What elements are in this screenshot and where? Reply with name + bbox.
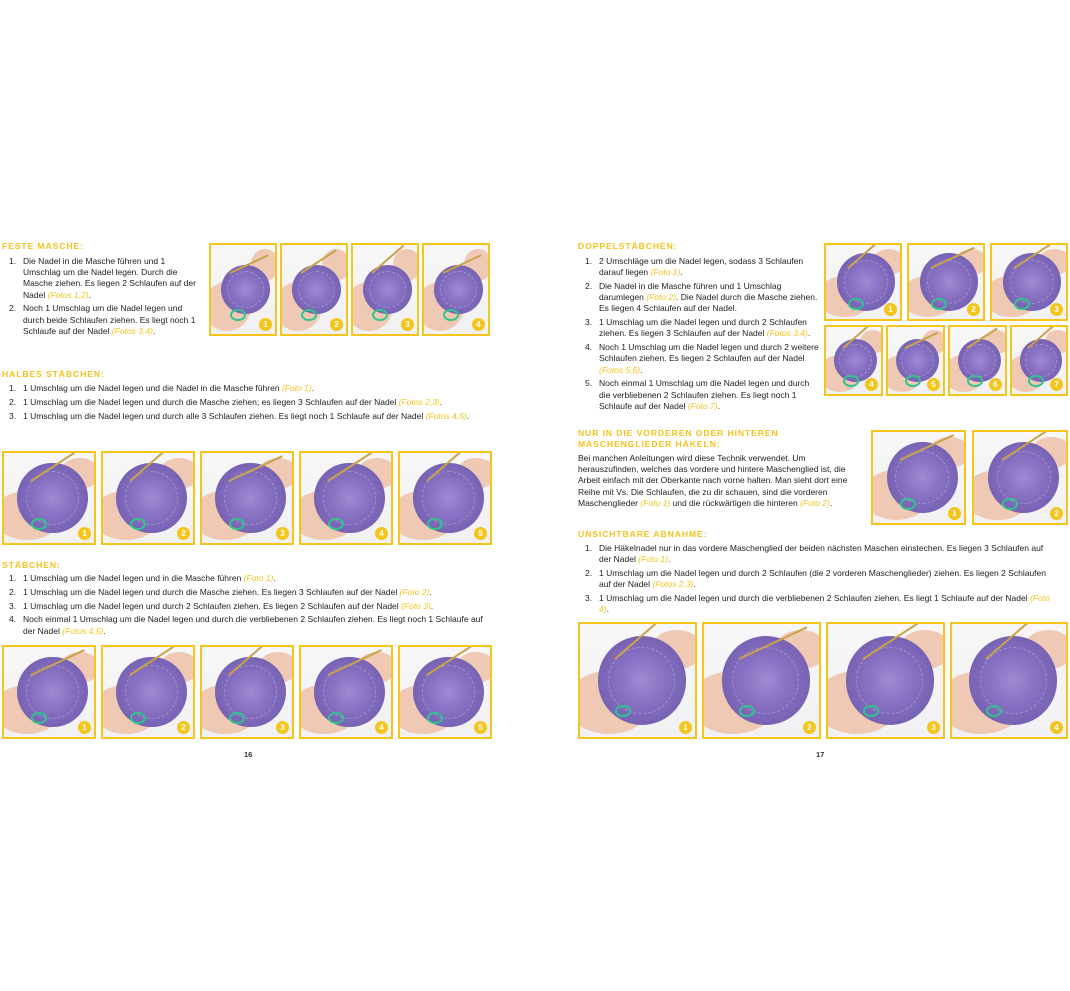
steps-staebchen [0, 573, 490, 639]
photo-halbes-staebchen-1: 1 [2, 451, 96, 545]
stitch-marker-icon [328, 518, 344, 530]
stitch-marker-icon [130, 518, 146, 530]
crochet-piece-image [363, 265, 413, 315]
photo-doppelstaebchen-4: 4 [824, 325, 883, 396]
photo-unsichtbare-abnahme-1: 1 [578, 622, 697, 739]
photo-staebchen-3: 3 [200, 645, 294, 739]
section-heading-halbes-staebchen: HALBES STÄBCHEN: [2, 369, 105, 379]
stitch-marker-icon [31, 518, 47, 530]
step-item: 2. 1 Umschlag um die Nadel legen und durch die Masche ziehen. Es liegen 3 Schlaufen auf der Nadel (Foto 2). [9, 586, 432, 597]
step-item: 4. Noch 1 Umschlag um die Nadel legen und durch 2 weitere Schlaufen ziehen. Es liegen 2 Schlaufen auf der Nadel (Fotos 5,6). [585, 342, 819, 375]
crochet-piece-image [292, 265, 342, 315]
photo-staebchen-4: 4 [299, 645, 393, 739]
crochet-piece-image [1020, 339, 1062, 381]
crochet-piece-image [314, 463, 384, 533]
crochet-piece-image [413, 657, 483, 727]
crochet-piece-image [837, 253, 895, 311]
stitch-marker-icon [427, 712, 443, 724]
section-heading-staebchen: STÄBCHEN: [2, 560, 61, 570]
stitch-marker-icon [1028, 375, 1044, 387]
crochet-piece-image [920, 253, 978, 311]
crochet-piece-image [215, 657, 285, 727]
photo-halbes-staebchen-2: 2 [101, 451, 195, 545]
photo-doppelstaebchen-6: 6 [948, 325, 1007, 396]
step-item: 1. Die Nadel in die Masche führen und 1 Umschlag um die Nadel legen. Durch die Masche ziehen. Es liegen 2 Schlaufen auf der Nadel (Fotos 1,2). [9, 256, 196, 300]
stitch-marker-icon [229, 712, 245, 724]
step-item: 3. 1 Umschlag um die Nadel legen und durch alle 3 Schlaufen ziehen. Es liegt noch 1 Schlaufe auf der Nadel (Fotos 4,5). [9, 410, 470, 421]
stitch-marker-icon [863, 705, 879, 717]
stitch-marker-icon [905, 375, 921, 387]
crochet-piece-image [116, 657, 186, 727]
step-item: 1. Die Häkelnadel nur in das vordere Maschenglied der beiden nächsten Maschen einstechen. Es liegen 3 Schlaufen auf der Nadel (Foto 1). [585, 543, 1044, 565]
stitch-marker-icon [229, 518, 245, 530]
photo-halbes-staebchen-5: 5 [398, 451, 492, 545]
crochet-piece-image [598, 636, 686, 724]
crochet-piece-image [17, 463, 87, 533]
photo-unsichtbare-abnahme-3: 3 [826, 622, 945, 739]
step-item: 2. Noch 1 Umschlag um die Nadel legen und durch beide Schlaufen ziehen. Es liegt noch 1 Schlaufe auf der Nadel (Fotos 3,4). [9, 303, 196, 336]
step-item: 1. 1 Umschlag um die Nadel legen und in die Masche führen (Foto 1). [9, 573, 276, 583]
photo-unsichtbare-abnahme-2: 2 [702, 622, 821, 739]
crochet-piece-image [314, 657, 384, 727]
crochet-piece-image [413, 463, 483, 533]
stitch-marker-icon [427, 518, 443, 530]
crochet-piece-image [887, 442, 958, 513]
photo-doppelstaebchen-5: 5 [886, 325, 945, 396]
photo-doppelstaebchen-7: 7 [1010, 325, 1068, 396]
photo-feste-masche-2: 2 [280, 243, 348, 336]
photo-staebchen-2: 2 [101, 645, 195, 739]
crochet-piece-image [215, 463, 285, 533]
photo-staebchen-1: 1 [2, 645, 96, 739]
photo-vordere-hintere-2: 2 [972, 430, 1068, 525]
stitch-marker-icon [900, 498, 916, 510]
steps-halbes-staebchen [0, 383, 490, 424]
stitch-marker-icon [1002, 498, 1018, 510]
photo-doppelstaebchen-2: 2 [907, 243, 985, 321]
step-item: 1. 2 Umschläge um die Nadel legen, sodass 3 Schlaufen darauf liegen (Foto 1). [585, 256, 804, 278]
crochet-piece-image [969, 636, 1057, 724]
stitch-marker-icon [31, 712, 47, 724]
photo-unsichtbare-abnahme-4: 4 [950, 622, 1068, 739]
stitch-marker-icon [967, 375, 983, 387]
crochet-piece-image [221, 265, 271, 315]
photo-feste-masche-1: 1 [209, 243, 277, 336]
step-item: 2. 1 Umschlag um die Nadel legen und durch die Masche ziehen; es liegen 3 Schlaufen auf der Nadel (Fotos 2,3). [9, 396, 443, 407]
section-heading-vordere-hintere: NUR IN DIE VORDEREN ODER HINTEREN MASCHENGLIEDER HÄKELN: [578, 428, 779, 449]
photo-halbes-staebchen-4: 4 [299, 451, 393, 545]
step-item: 2. Die Nadel in die Masche führen und 1 Umschlag darumlegen (Foto 2). Die Nadel durch die Masche ziehen. Es liegen 4 Schlaufen auf der Nadel. [585, 281, 818, 314]
photo-feste-masche-3: 3 [351, 243, 419, 336]
crochet-piece-image [434, 265, 484, 315]
section-heading-feste-masche: FESTE MASCHE: [2, 241, 84, 251]
stitch-marker-icon [328, 712, 344, 724]
steps-doppelstaebchen [576, 256, 821, 415]
photo-halbes-staebchen-3: 3 [200, 451, 294, 545]
crochet-piece-image [116, 463, 186, 533]
stitch-marker-icon [739, 705, 755, 717]
crochet-piece-image [988, 442, 1059, 513]
section-heading-doppelstaebchen: DOPPELSTÄBCHEN: [578, 241, 678, 251]
crochet-piece-image [846, 636, 934, 724]
photo-staebchen-5: 5 [398, 645, 492, 739]
section-heading-unsichtbare-abnahme: UNSICHTBARE ABNAHME: [578, 529, 708, 539]
step-item: 1. 1 Umschlag um die Nadel legen und die Nadel in die Masche führen (Foto 1). [9, 383, 315, 393]
stitch-marker-icon [843, 375, 859, 387]
left-page [0, 0, 520, 991]
stitch-marker-icon [615, 705, 631, 717]
step-item: 2. 1 Umschlag um die Nadel legen und durch 2 Schlaufen (die 2 vorderen Maschenglieder) ziehen. Es liegen 2 Schlaufen auf der Nadel (Fotos 2,3). [585, 568, 1046, 590]
crochet-piece-image [722, 636, 810, 724]
photo-feste-masche-4: 4 [422, 243, 490, 336]
step-item: 4. Noch einmal 1 Umschlag um die Nadel legen und durch die verbliebenen 2 Schlaufen ziehen. Es liegt noch 1 Schlaufe auf der Nadel (Fotos 4,5). [9, 614, 483, 636]
step-item: 3. 1 Umschlag um die Nadel legen und durch 2 Schlaufen ziehen. Es liegen 3 Schlaufen auf der Nadel (Fotos 3,4). [585, 317, 811, 339]
photo-vordere-hintere-1: 1 [871, 430, 966, 525]
page-number: 16 [244, 750, 253, 759]
right-page [560, 0, 1070, 991]
stitch-marker-icon [130, 712, 146, 724]
photo-doppelstaebchen-1: 1 [824, 243, 902, 321]
page-number: 17 [816, 750, 825, 759]
step-item: 3. 1 Umschlag um die Nadel legen und durch 2 Schlaufen ziehen. Es liegen 2 Schlaufen auf der Nadel (Foto 3). [9, 600, 434, 611]
steps-unsichtbare-abnahme [576, 543, 1056, 618]
step-item: 3. 1 Umschlag um die Nadel legen und durch die verbliebenen 2 Schlaufen ziehen. Es liegt 1 Schlaufe auf der Nadel (Foto 4). [585, 593, 1050, 615]
crochet-piece-image [1003, 253, 1061, 311]
paragraph-vordere-hintere: Bei manchen Anleitungen wird diese Technik verwendet. Um herauszufinden, welches das vordere und hintere Maschenglied ist, die Arbeit einfach mit der Oberkante nach vorne halten. Man sieht dort eine Reihe mit Vs. Die Schlaufen, die zu dir schauen, sind die vorderen Maschenglieder (Foto 1) und die rückwärtigen die hinteren (Foto 2). [578, 453, 848, 508]
step-item: 5. Noch einmal 1 Umschlag um die Nadel legen und durch die verbliebenen 2 Schlaufen ziehen. Es liegt noch 1 Schlaufe auf der Nadel (Foto 7). [585, 378, 810, 411]
steps-feste-masche [0, 256, 200, 340]
crochet-piece-image [17, 657, 87, 727]
photo-doppelstaebchen-3: 3 [990, 243, 1068, 321]
